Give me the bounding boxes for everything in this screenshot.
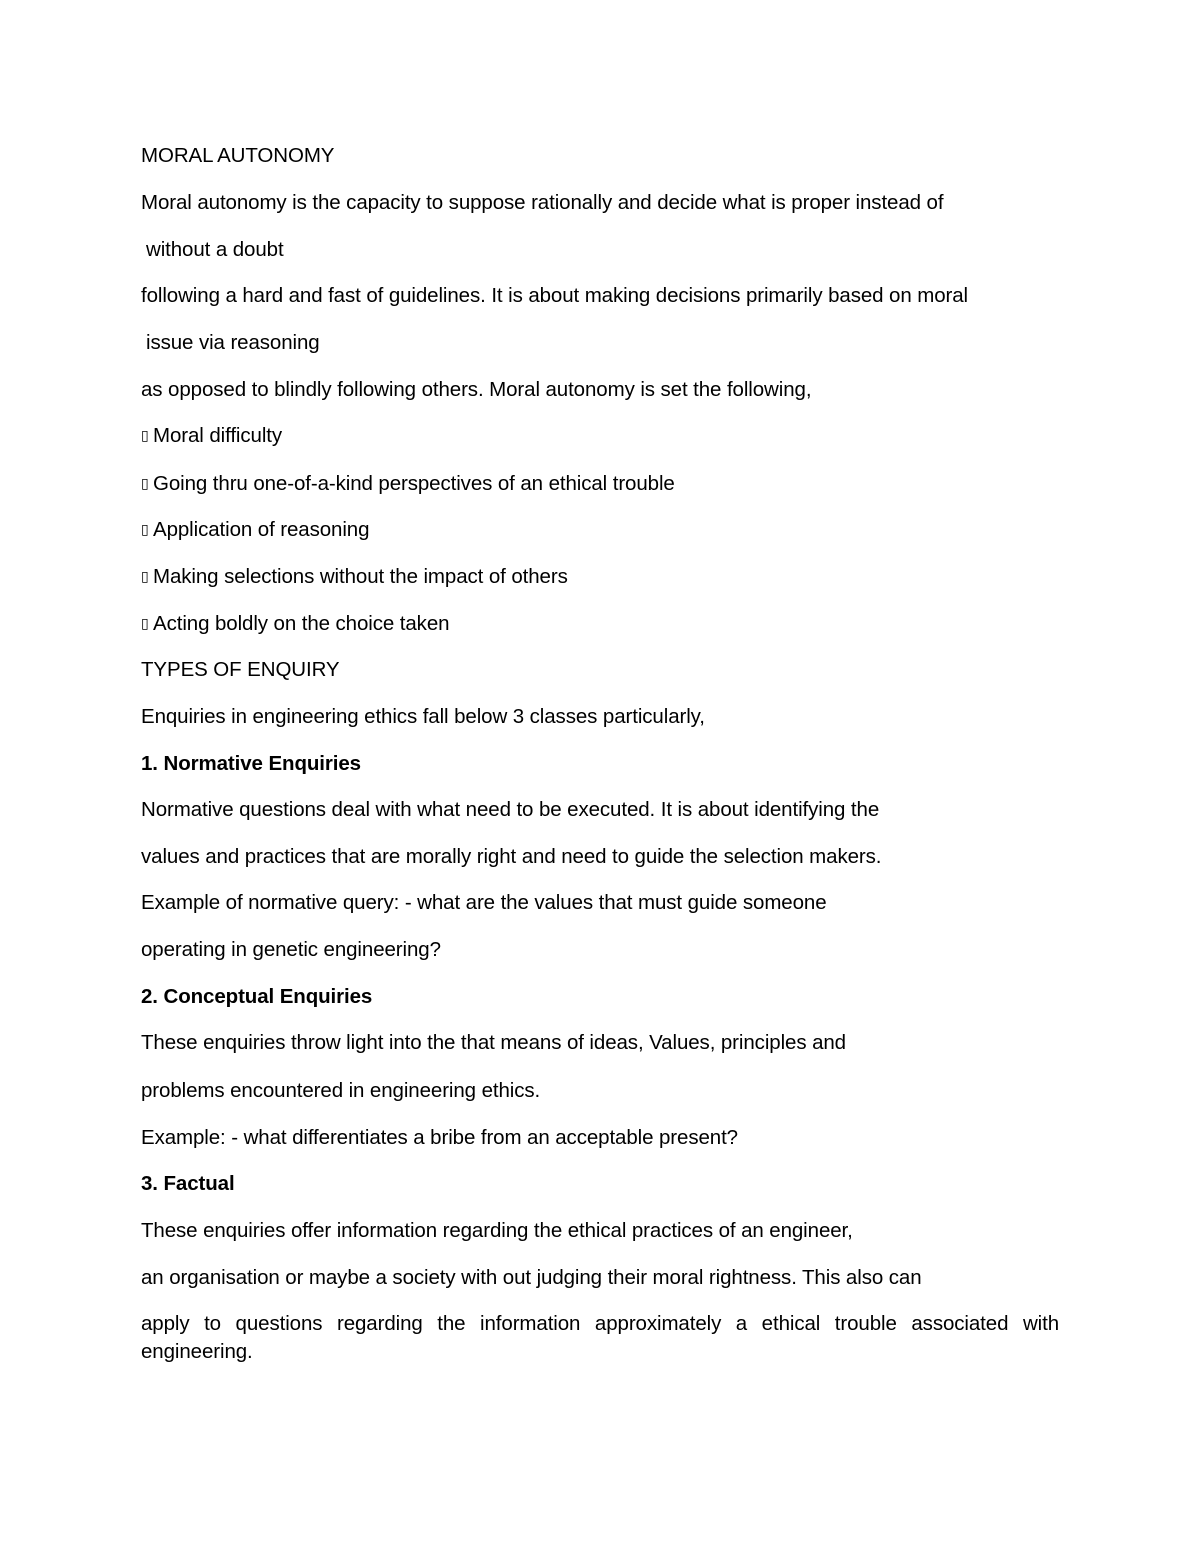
list-item-text: Acting boldly on the choice taken: [153, 612, 450, 635]
bullet-icon: ▯: [141, 616, 149, 632]
bullet-icon: ▯: [141, 569, 149, 585]
list-item: [141, 470, 675, 498]
paragraph-line: These enquiries offer information regarding the ethical practices of an engineer,: [141, 1219, 853, 1242]
bullet-icon: ▯: [141, 476, 149, 492]
list-item: [141, 563, 568, 591]
paragraph-line: an organisation or maybe a society with out judging their moral rightness. This also can: [141, 1266, 922, 1289]
list-item: [141, 610, 449, 638]
heading-moral-autonomy: MORAL AUTONOMY: [141, 144, 335, 167]
paragraph-line: problems encountered in engineering ethics.: [141, 1079, 541, 1102]
paragraph-line: apply to questions regarding the information approximately a ethical trouble associated with engineering.: [141, 1312, 1059, 1363]
paragraph-line: Example of normative query: - what are the values that must guide someone: [141, 891, 827, 914]
paragraph-line: Moral autonomy is the capacity to suppose rationally and decide what is proper instead of: [141, 191, 944, 214]
heading-types-of-enquiry: TYPES OF ENQUIRY: [141, 658, 340, 681]
subheading-conceptual: 2. Conceptual Enquiries: [141, 985, 373, 1008]
bullet-icon: ▯: [141, 522, 149, 538]
subheading-normative: 1. Normative Enquiries: [141, 752, 361, 775]
paragraph-line: as opposed to blindly following others. Moral autonomy is set the following,: [141, 378, 812, 401]
paragraph-line: Example: - what differentiates a bribe from an acceptable present?: [141, 1126, 738, 1149]
paragraph-line: Enquiries in engineering ethics fall below 3 classes particularly,: [141, 705, 705, 728]
paragraph-line: without a doubt: [146, 238, 284, 261]
list-item-text: Going thru one-of-a-kind perspectives of an ethical trouble: [153, 472, 675, 495]
paragraph-line: following a hard and fast of guidelines. It is about making decisions primarily based on moral: [141, 284, 968, 307]
paragraph-line: issue via reasoning: [146, 331, 320, 354]
list-item-text: Making selections without the impact of others: [153, 565, 568, 588]
paragraph-line: operating in genetic engineering?: [141, 938, 441, 961]
list-item: [141, 516, 369, 544]
bullet-icon: ▯: [141, 428, 149, 444]
list-item-text: Moral difficulty: [153, 424, 283, 447]
paragraph-line: values and practices that are morally right and need to guide the selection makers.: [141, 845, 882, 868]
paragraph-line: These enquiries throw light into the that means of ideas, Values, principles and: [141, 1031, 846, 1054]
list-item-text: Application of reasoning: [153, 518, 370, 541]
paragraph-line: Normative questions deal with what need to be executed. It is about identifying the: [141, 798, 880, 821]
list-item: [141, 422, 282, 450]
subheading-factual: 3. Factual: [141, 1172, 235, 1195]
